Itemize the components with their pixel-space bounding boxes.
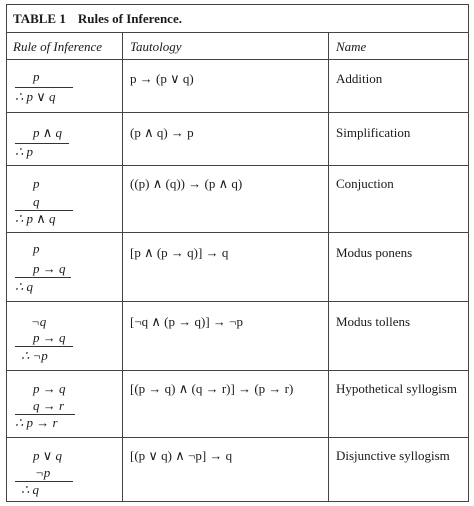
premise: p → q [33, 330, 66, 345]
premise: p [33, 241, 40, 256]
header-tautology: Tautology [130, 39, 182, 54]
inference-bar [15, 346, 73, 347]
conclusion: ∴ p ∧ q [15, 211, 56, 226]
rule-name-cell: Hypothetical syllogism [336, 381, 457, 396]
tautology-cell: (p ∧ q) → p [130, 125, 194, 140]
premise: p → q [33, 261, 66, 276]
table-title-text: Rules of Inference. [77, 11, 182, 26]
rule-name-cell: Conjuction [336, 176, 394, 191]
rule-name-cell: Modus tollens [336, 314, 411, 329]
inference-bar [15, 87, 73, 88]
table-row [7, 438, 468, 502]
rule-of-inference-cell [15, 166, 115, 232]
premise: p [33, 176, 40, 191]
table-title [13, 11, 182, 27]
premise: ¬q [31, 314, 47, 329]
conclusion: ∴ p [15, 144, 34, 159]
rule-of-inference-cell [15, 438, 115, 502]
rule-of-inference-cell [15, 113, 115, 165]
table-title-bar [7, 5, 468, 33]
premise: q → r [33, 398, 65, 413]
conclusion: ∴ p ∨ q [15, 89, 56, 104]
rule-name-cell: Disjunctive syllogism [336, 448, 450, 463]
rule-of-inference-cell [15, 60, 115, 112]
tautology-cell: p → (p ∨ q) [130, 71, 194, 86]
table-number: TABLE 1 [13, 11, 66, 26]
rule-of-inference-cell [15, 233, 115, 301]
conclusion: ∴ ¬p [21, 348, 48, 363]
tautology-cell: [(p ∨ q) ∧ ¬p] → q [130, 448, 233, 463]
premise: p [33, 69, 40, 84]
table-row [7, 302, 468, 370]
rule-of-inference-cell [15, 371, 115, 437]
table-row [7, 166, 468, 232]
tautology-cell: [p ∧ (p → q)] → q [130, 245, 229, 260]
rule-name-cell: Modus ponens [336, 245, 413, 260]
table-row [7, 60, 468, 112]
inference-bar [15, 277, 71, 278]
tautology-cell: [(p → q) ∧ (q → r)] → (p → r) [130, 381, 294, 396]
tautology-cell: ((p) ∧ (q)) → (p ∧ q) [130, 176, 243, 191]
table-row [7, 233, 468, 301]
rule-name-cell: Addition [336, 71, 383, 86]
premise: p → q [33, 381, 66, 396]
rules-of-inference-table [6, 4, 469, 502]
rule-name-cell: Simplification [336, 125, 411, 140]
rule-of-inference-cell [15, 302, 115, 370]
header-name: Name [336, 39, 367, 54]
conclusion: ∴ p → r [15, 415, 58, 430]
header-rule-of-inference: Rule of Inference [13, 39, 103, 54]
premise: ¬p [35, 465, 51, 480]
conclusion: ∴ q [15, 279, 34, 294]
premise: p ∨ q [33, 448, 63, 463]
premise: q [33, 194, 40, 209]
table-row [7, 371, 468, 437]
premise: p ∧ q [33, 125, 63, 140]
conclusion: ∴ q [21, 482, 40, 497]
table-row [7, 113, 468, 165]
tautology-cell: [¬q ∧ (p → q)] → ¬p [130, 314, 243, 329]
